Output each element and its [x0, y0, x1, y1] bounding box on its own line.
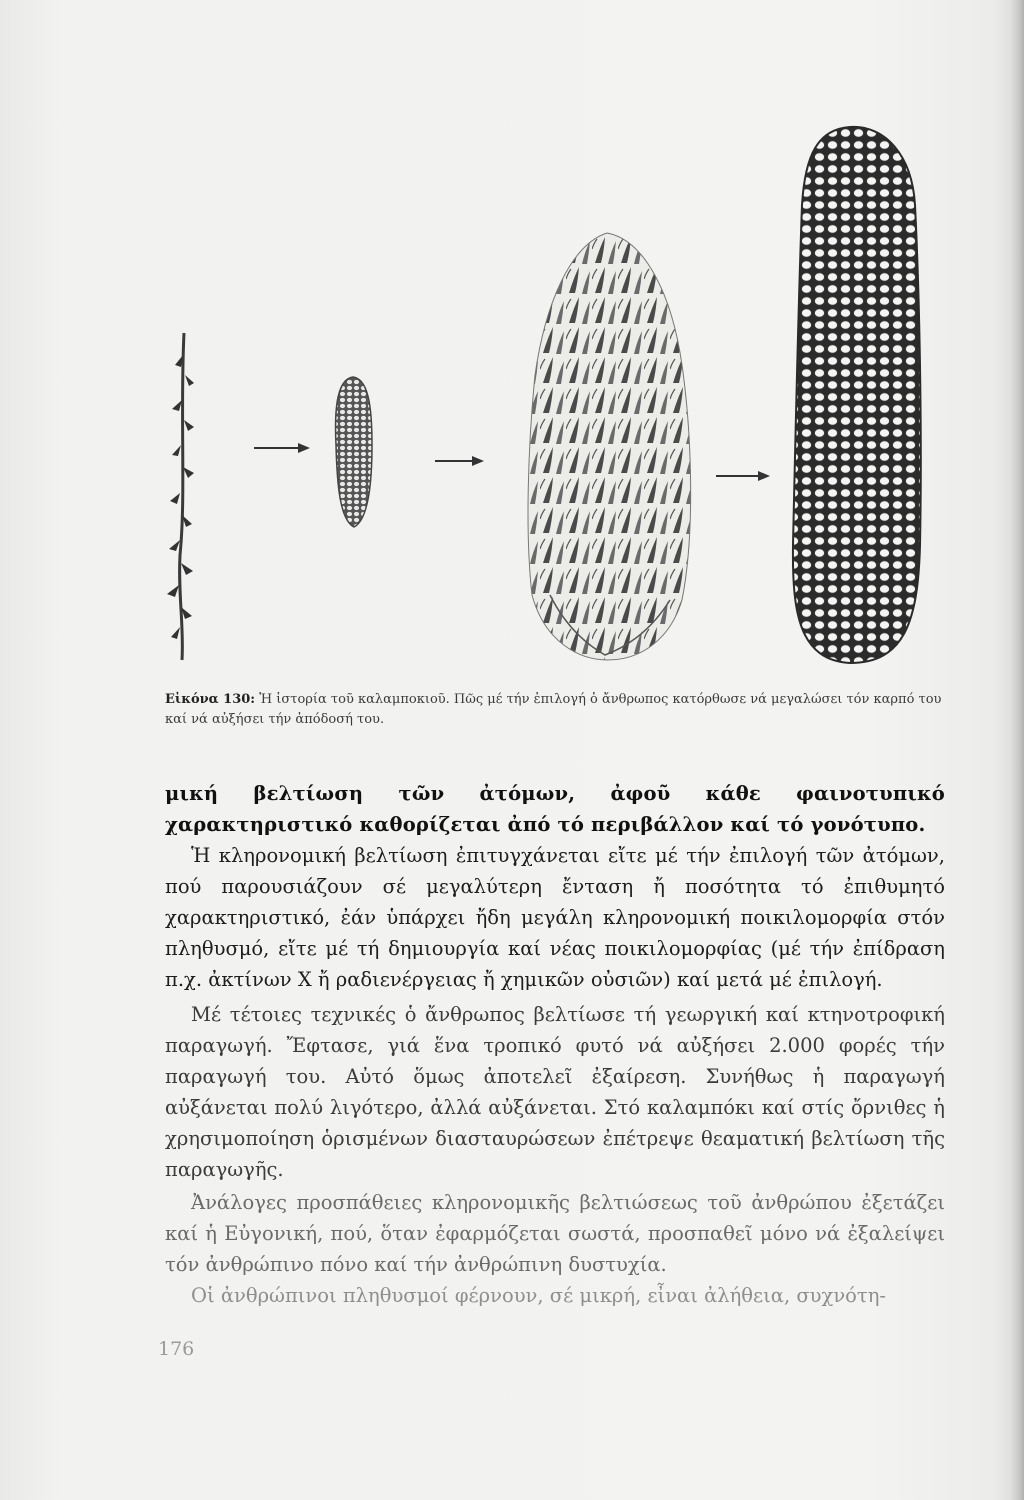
husked-ear: [528, 233, 691, 660]
modern-corn-cob: [793, 127, 921, 663]
arrow-icon: [435, 456, 484, 466]
paragraph-2: Ἡ κληρονομική βελτίωση ἐπιτυγχάνεται εἴτε μέ τήν ἐπιλογή τῶν ἀτόμων, πού παρουσιάζουν σέ μεγαλύτερη ἔνταση ἤ ποσότητα τό ἐπιθυμητό χαρακτηριστικό, ἐάν ὑπάρχει ἤδη μεγάλη κληρονομική ποικιλομορφία στόν πληθυσμό, εἴτε μέ τή δημιουργία καί νέας ποικιλομορφίας (μέ τήν ἐπίδραση π.χ. ἀκτίνων X ἤ ραδιενέργειας ἤ χημικῶν οὐσιῶν) καί μετά μέ ἐπιλογή.: [165, 844, 945, 991]
corn-evolution-figure: [150, 115, 950, 685]
figure-label: Εἰκόνα 130:: [165, 692, 256, 707]
wild-grass-spike: [167, 333, 194, 660]
figure-caption-text: Ἡ ἱστορία τοῦ καλαμποκιοῦ. Πῶς μέ τήν ἐπιλογή ὁ ἄνθρωπος κατόρθωσε νά μεγαλώσει τόν καρπό του καί νά αὐξήσει τήν ἀπόδοσή του.: [165, 692, 942, 727]
page-number: 176: [158, 1338, 195, 1360]
small-ear: [336, 377, 372, 527]
page-edge-shadow: [1010, 0, 1024, 1500]
paragraph-4: Ἀνάλογες προσπάθειες κληρονομικῆς βελτιώσεως τοῦ ἀνθρώπου ἐξετάζει καί ἡ Εὐγονική, πού, ὅταν ἐφαρμόζεται σωστά, προσπαθεῖ μόνο νά ἐξαλείψει τόν ἀνθρώπινο πόνο καί τήν ἀνθρώπινη δυστυχία.: [165, 1191, 945, 1276]
arrow-icon: [254, 443, 310, 453]
arrow-icon: [716, 471, 770, 481]
paragraph-3: Μέ τέτοιες τεχνικές ὁ ἄνθρωπος βελτίωσε τή γεωργική καί κτηνοτροφική παραγωγή. Ἔφτασε, γιά ἕνα τροπικό φυτό νά αὐξήσει 2.000 φορές τήν παραγωγή του. Αὐτό ὅμως ἀποτελεῖ ἐξαίρεση. Συνήθως ἡ παραγωγή αὐξάνεται πολύ λιγότερο, ἀλλά αὐξάνεται. Στό καλαμπόκι καί στίς ὄρνιθες ἡ χρησιμοποίηση ὁρισμένων διασταυρώσεων ἐπέτρεψε θεαματική βελτίωση τῆς παραγωγῆς.: [165, 1003, 945, 1181]
paragraph-5: Οἱ ἀνθρώπινοι πληθυσμοί φέρνουν, σέ μικρή, εἶναι ἀλήθεια, συχνότη-: [191, 1284, 886, 1307]
figure-caption: [165, 690, 955, 730]
paragraph-1: μική βελτίωση τῶν ἀτόμων, ἀφοῦ κάθε φαινοτυπικό χαρακτηριστικό καθορίζεται ἀπό τό περιβάλλον καί τό γονότυπο.: [165, 782, 945, 836]
body-text: [165, 778, 945, 1311]
